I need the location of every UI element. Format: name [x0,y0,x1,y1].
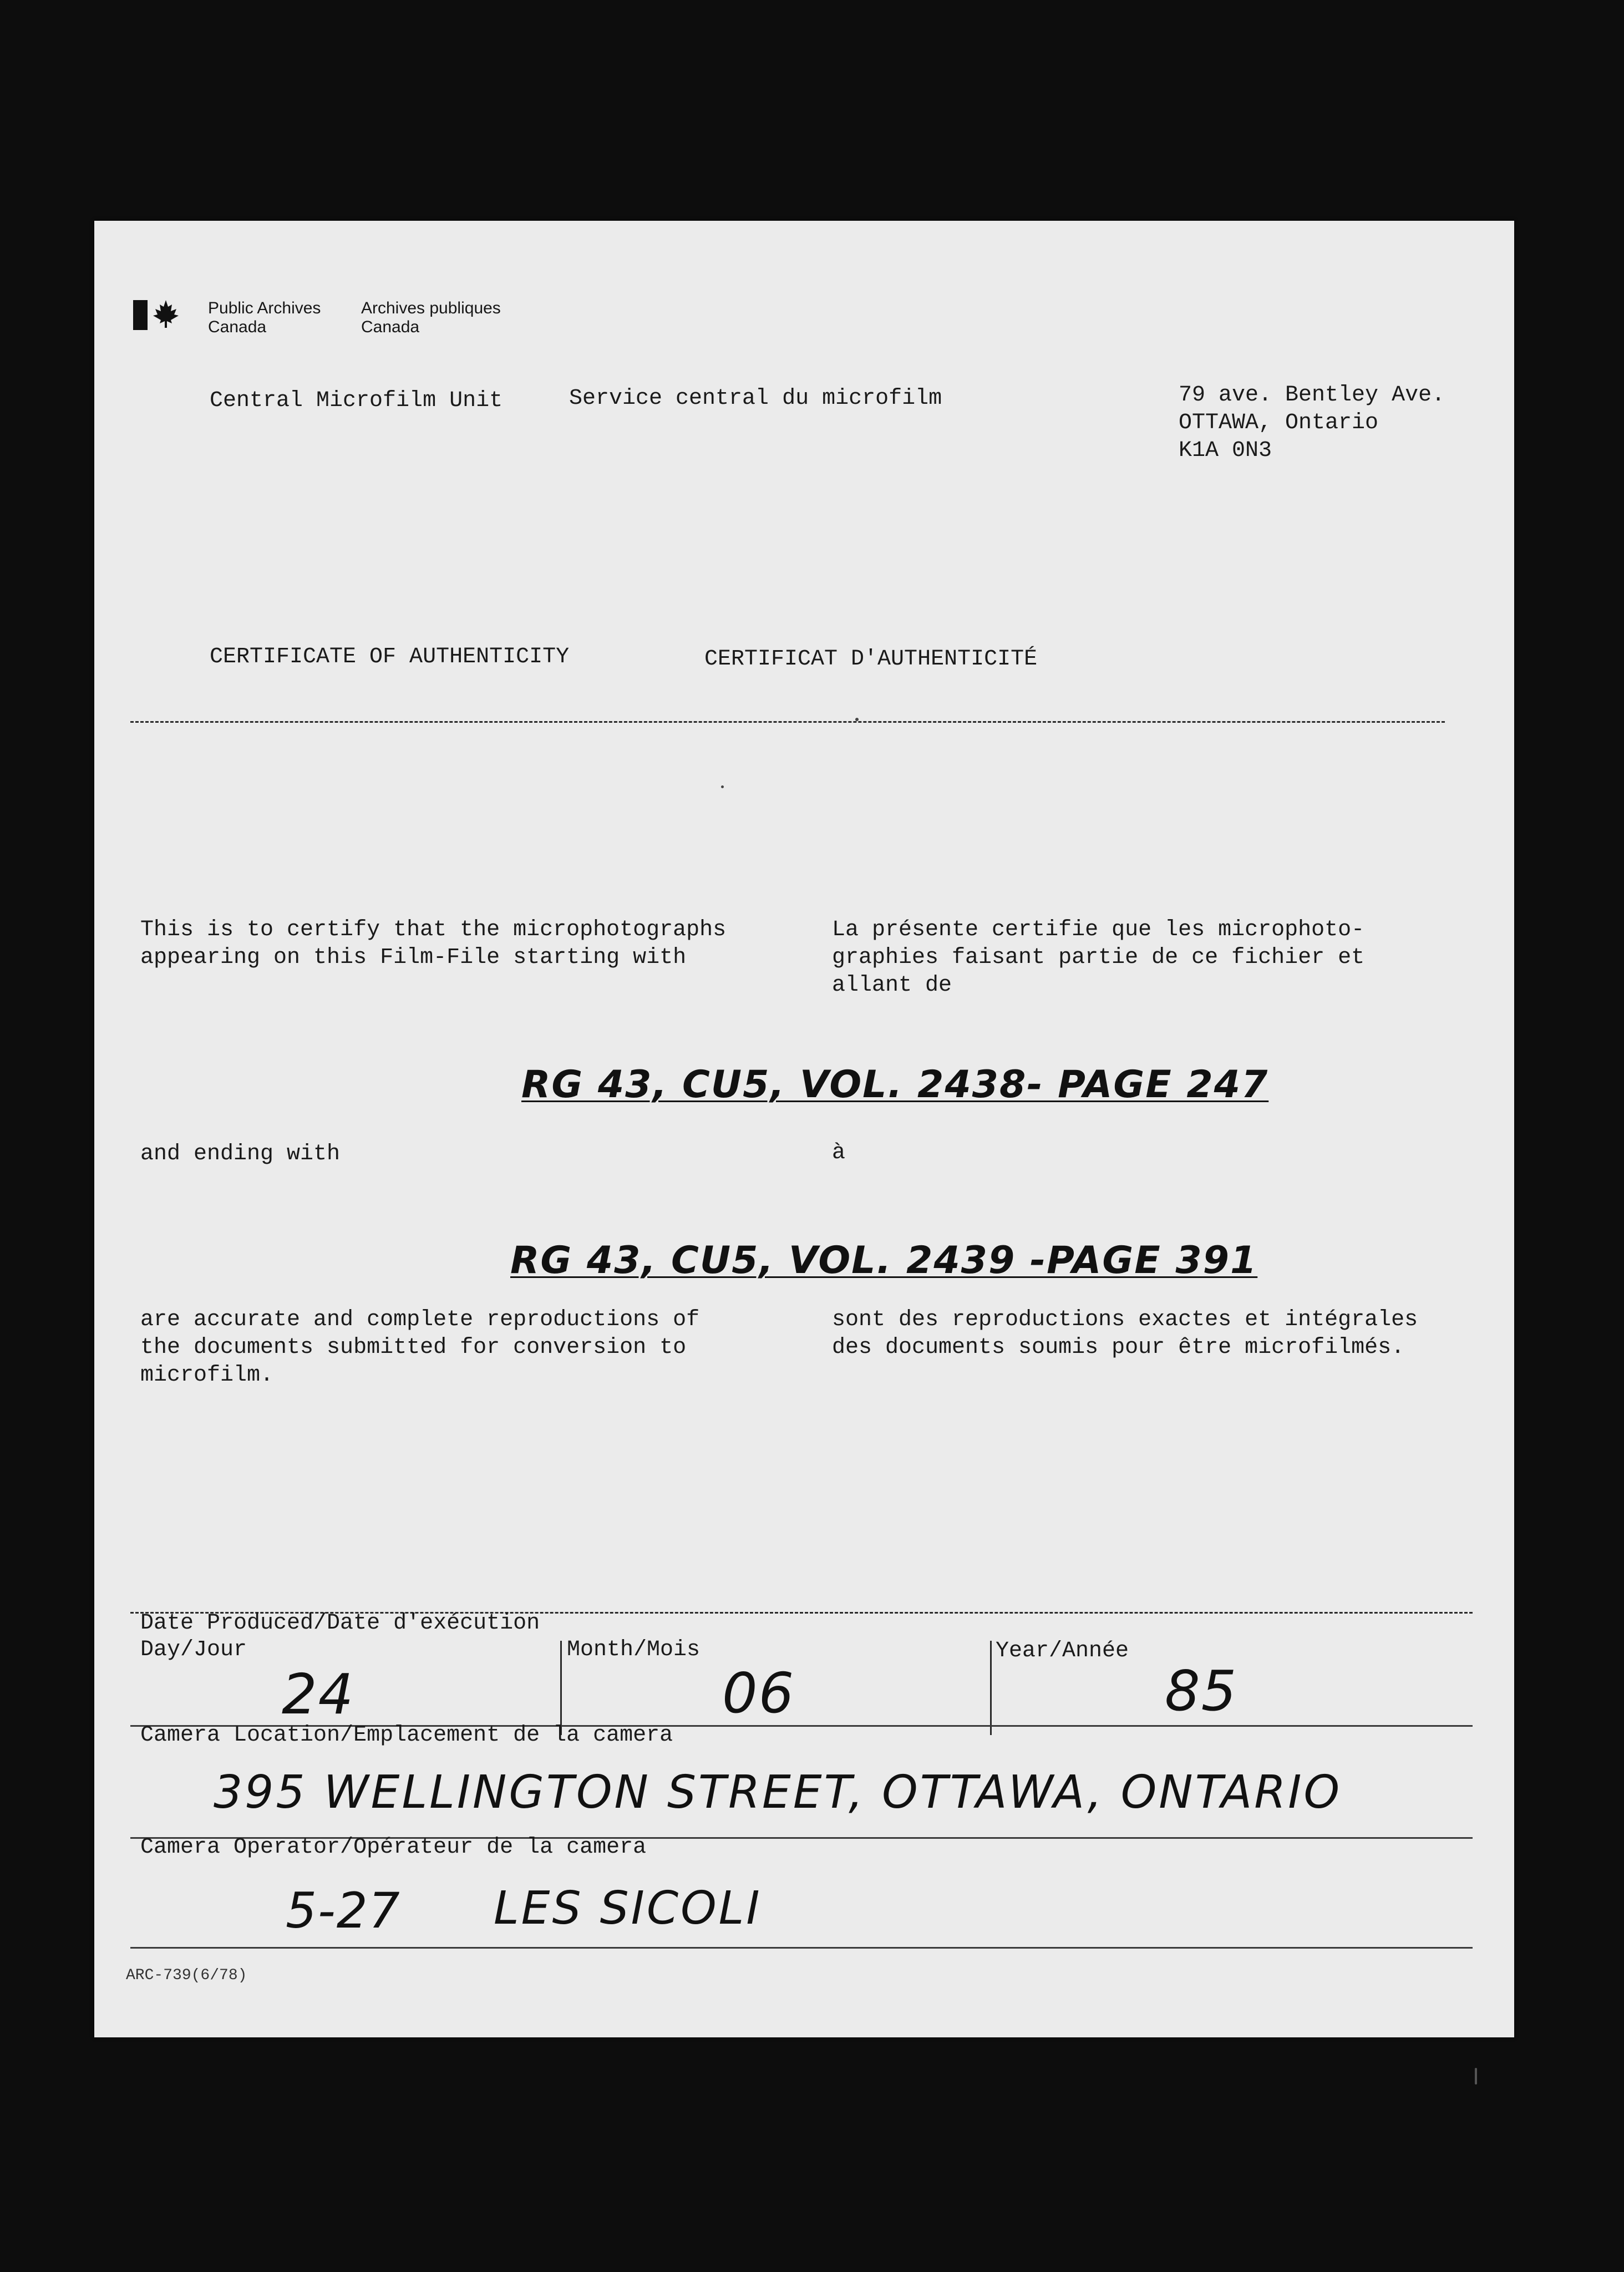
scan-speck [855,718,859,721]
accurate-fr-line-1: sont des reproductions exactes et intégrales [832,1307,1418,1332]
address-line-3: K1A 0N3 [1179,438,1272,463]
scan-speck [1475,2068,1477,2085]
accurate-en-line-2: the documents submitted for conversion to [140,1335,687,1360]
day-label: Day/Jour [140,1637,247,1662]
ending-label-fr: à [832,1140,846,1165]
start-reference: RG 43, CU5, VOL. 2438- PAGE 247 [521,1063,1269,1107]
certify-fr-line-1: La présente certifie que les microphoto- [832,917,1365,942]
maple-leaf-icon [152,299,180,329]
date-produced-label: Date Produced/Date d'exécution [140,1611,540,1636]
month-value: 06 [722,1661,795,1726]
org-name-fr-line1: Archives publiques [361,299,501,317]
scan-speck [721,785,724,788]
camera-operator-name: LES SICOLI [494,1882,762,1935]
org-name-fr-line2: Canada [361,318,420,336]
address-line-1: 79 ave. Bentley Ave. [1179,383,1445,408]
operator-row-rule [130,1947,1473,1949]
ending-label-en: and ending with [140,1142,341,1167]
org-name-en-line2: Canada [208,318,267,336]
accurate-en-line-3: microfilm. [140,1363,274,1388]
end-reference: RG 43, CU5, VOL. 2439 -PAGE 391 [510,1239,1258,1282]
certificate-title-fr: CERTIFICAT D'AUTHENTICITÉ [704,647,1038,672]
month-label: Month/Mois [567,1637,701,1662]
month-year-divider [990,1641,992,1735]
year-value: 85 [1165,1659,1238,1723]
org-name-fr [361,299,501,337]
accurate-text-fr [832,1306,1418,1362]
address-line-2: OTTAWA, Ontario [1179,410,1379,435]
certify-fr-line-2: graphies faisant partie de ce fichier et [832,945,1365,970]
camera-operator-label: Camera Operator/Opérateur de la camera [140,1835,647,1860]
certify-en-line-1: This is to certify that the microphotographs [140,917,727,942]
camera-location-value: 395 WELLINGTON STREET, OTTAWA, ONTARIO [214,1766,1342,1819]
year-label: Year/Année [996,1639,1129,1664]
certify-en-line-2: appearing on this Film-File starting with [140,945,687,970]
certify-text-fr [832,916,1364,1000]
org-name-en-line1: Public Archives [208,299,321,317]
camera-operator-id: 5-27 [286,1882,401,1939]
day-month-divider [560,1641,562,1735]
title-divider [130,721,1445,723]
certify-text-en [140,916,726,972]
unit-name-en: Central Microfilm Unit [210,388,503,413]
org-name-en [208,299,321,337]
certify-fr-line-3: allant de [832,973,952,998]
flag-bar-icon [133,300,148,330]
address-block [1179,382,1445,465]
camera-location-label: Camera Location/Emplacement de la camera [140,1723,673,1748]
certificate-title-en: CERTIFICATE OF AUTHENTICITY [210,645,570,670]
accurate-en-line-1: are accurate and complete reproductions of [140,1307,700,1332]
accurate-text-en [140,1306,699,1389]
certificate-sheet [94,221,1514,2037]
accurate-fr-line-2: des documents soumis pour être microfilmés. [832,1335,1405,1360]
day-value: 24 [282,1662,355,1727]
form-code: ARC-739(6/78) [126,1967,247,1984]
unit-name-fr: Service central du microfilm [569,386,942,411]
